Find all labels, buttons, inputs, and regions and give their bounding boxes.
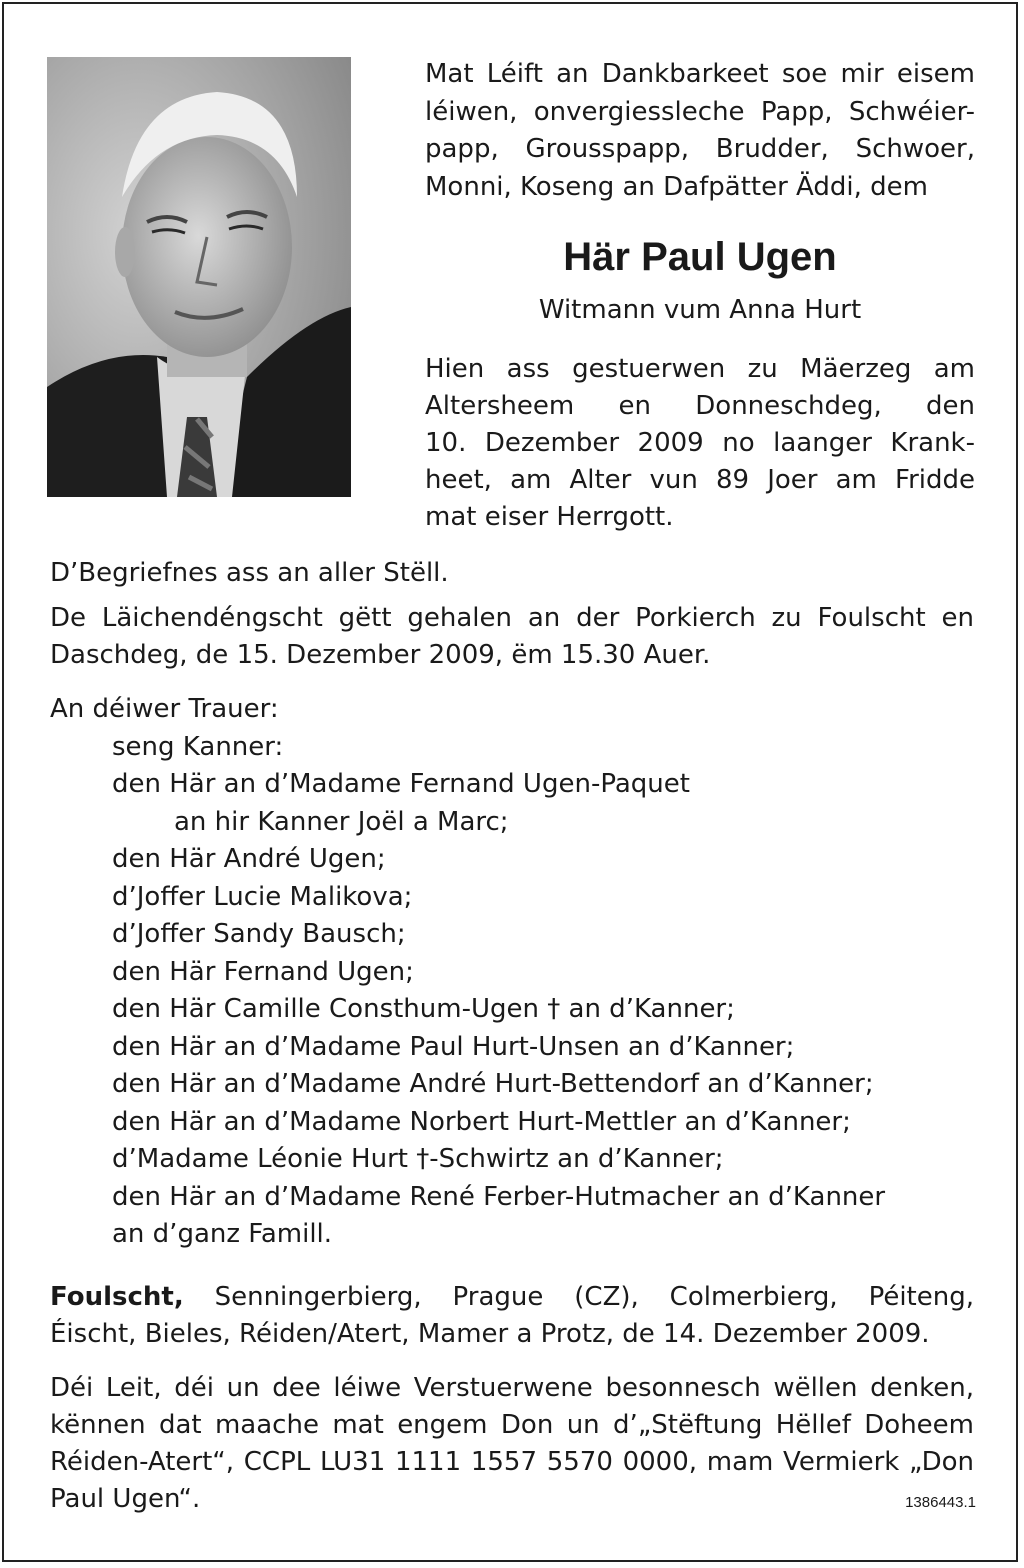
intro-line: léiwen, onvergiessleche Papp, Schwéier- <box>425 96 975 127</box>
deceased-name: Här Paul Ugen <box>563 235 837 279</box>
mourner-line: den Här an d’Madame René Ferber-Hutmacher an d’Kanner <box>112 1181 886 1212</box>
place-bold: Foulscht, <box>50 1282 184 1312</box>
mourner-line: seng Kanner: <box>112 731 284 762</box>
funeral-line: De Läichendéngscht gëtt gehalen an der Porkierch zu Foulscht en <box>50 603 974 633</box>
donation-line: Réiden-Atert“, CCPL LU31 1111 1557 5570 0000, mam Vermierk „Don <box>50 1447 974 1477</box>
mourner-line: d’Joffer Lucie Malikova; <box>112 881 413 912</box>
intro-line: Mat Léift an Dankbarkeet soe mir eisem <box>425 59 975 89</box>
mourners-list <box>50 691 974 1254</box>
death-line: 10. Dezember 2009 no laanger Krank- <box>425 428 975 458</box>
mourner-line: den Här an d’Madame Norbert Hurt-Mettler an d’Kanner; <box>112 1106 851 1137</box>
mourner-line: den Här Fernand Ugen; <box>112 956 414 987</box>
donation-line: kënnen dat maache mat engem Don un d’„Stëftung Hëllef Doheem <box>50 1410 974 1440</box>
mourner-line: den Här André Ugen; <box>112 844 386 874</box>
mourner-line: an d’ganz Famill. <box>112 1219 333 1249</box>
donation-note <box>50 1370 974 1518</box>
funeral-service <box>50 600 974 674</box>
death-line: heet, am Alter vun 89 Joer am Fridde <box>425 465 975 495</box>
death-line: mat eiser Herrgott. <box>425 502 674 532</box>
mourners-heading: An déiwer Trauer: <box>50 694 279 724</box>
place-line: Éischt, Bieles, Réiden/Atert, Mamer a Protz, de 14. Dezember 2009. <box>50 1319 930 1349</box>
place-date <box>50 1279 974 1353</box>
funeral-line: Daschdeg, de 15. Dezember 2009, ëm 15.30 Auer. <box>50 640 711 670</box>
death-announcement <box>425 351 975 536</box>
death-line: Altersheem en Donneschdeg, den <box>425 391 975 421</box>
mourner-line: d’Joffer Sandy Bausch; <box>112 919 406 949</box>
mourner-line: den Här an d’Madame André Hurt-Bettendorf an d’Kanner; <box>112 1069 874 1099</box>
donation-line: Paul Ugen“. <box>50 1484 201 1514</box>
intro-line: Monni, Koseng an Dafpätter Äddi, dem <box>425 171 928 202</box>
place-line-rest: Senningerbierg, Prague (CZ), Colmerbierg, Péiteng, <box>183 1282 974 1312</box>
mourner-line: den Här an d’Madame Paul Hurt-Unsen an d’Kanner; <box>112 1031 795 1062</box>
mourner-line: d’Madame Léonie Hurt †-Schwirtz an d’Kanner; <box>112 1144 724 1174</box>
mourner-line: an hir Kanner Joël a Marc; <box>174 806 509 837</box>
widower-subtitle: Witmann vum Anna Hurt <box>538 295 862 325</box>
reference-number: 1386443.1 <box>905 1494 976 1511</box>
burial-note: D’Begriefnes ass an aller Stëll. <box>50 558 449 588</box>
place-line <box>50 1279 974 1316</box>
intro-line: papp, Grousspapp, Brudder, Schwoer, <box>425 134 975 164</box>
intro-text <box>425 56 975 206</box>
death-line: Hien ass gestuerwen zu Mäerzeg am <box>425 354 975 384</box>
mourner-line: den Här an d’Madame Fernand Ugen-Paquet <box>112 769 690 799</box>
donation-line: Déi Leit, déi un dee léiwe Verstuerwene besonnesch wëllen denken, <box>50 1373 974 1403</box>
portrait-photo <box>47 57 351 497</box>
mourner-line: den Här Camille Consthum-Ugen † an d’Kanner; <box>112 994 735 1024</box>
